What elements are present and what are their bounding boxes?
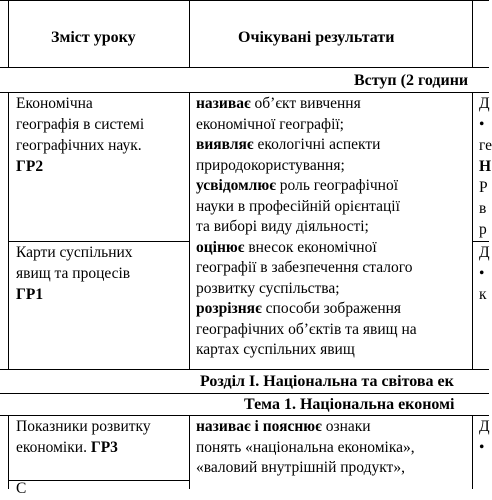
result-verb: називає і пояснює xyxy=(196,418,322,435)
result-text: географії в забезпечення сталого xyxy=(196,259,413,276)
result-verb: розрізняє xyxy=(196,300,262,317)
result-verb: виявляє xyxy=(196,136,254,153)
section-part1: Розділ І. Національна та світова ек xyxy=(200,373,454,390)
result-text: внесок економічної xyxy=(244,238,377,256)
row1-content-line: Економічна xyxy=(16,95,93,112)
right-fragment: р xyxy=(479,221,487,238)
section-intro: Вступ (2 години xyxy=(354,72,469,89)
rule-row3-bottom xyxy=(8,480,189,481)
rule-intro-bottom xyxy=(0,92,489,93)
rule-col-mid-b xyxy=(189,92,190,369)
result-line xyxy=(196,197,400,218)
result-text: природокористування; xyxy=(196,156,345,174)
right-fragment: Р xyxy=(479,179,488,196)
right-fragment: к xyxy=(479,286,487,303)
rule-row2-bottom xyxy=(0,369,489,370)
result-verb: оцінює xyxy=(196,238,245,256)
right-fragment: Д xyxy=(479,244,490,261)
row2-content-line: явищ та процесів xyxy=(16,265,131,282)
row1-content-line: географія в системі xyxy=(16,116,145,133)
result-line xyxy=(196,94,361,115)
result-text: науки в професійній орієнтації xyxy=(196,197,400,215)
right-fragment: • xyxy=(479,116,485,133)
result-line xyxy=(196,299,401,320)
rule-col-right-b xyxy=(472,92,473,369)
rule-row1-bottom xyxy=(8,241,189,242)
row1-content-line: географічних наук. xyxy=(16,137,142,154)
result-text: об’єкт вивчення xyxy=(250,95,361,112)
result-text: способи зображення xyxy=(261,300,402,317)
rule-col-mid-c xyxy=(189,415,190,489)
row2-content-line: Карти суспільних xyxy=(16,244,133,261)
header-content: Зміст уроку xyxy=(51,29,136,46)
result-verb: усвідомлює xyxy=(196,177,276,194)
right-fragment: • xyxy=(479,439,485,456)
right-fragment: ге xyxy=(479,137,492,154)
result-text: економічної географії; xyxy=(196,115,344,133)
row3-content-text: економіки. xyxy=(16,439,91,456)
result-text: «валовий внутрішній продукт», xyxy=(196,459,405,476)
rule-col-left-c xyxy=(8,415,9,489)
row3-content-tail xyxy=(16,438,118,459)
result-line xyxy=(196,135,380,156)
result-line xyxy=(196,176,398,197)
result-line xyxy=(196,340,355,361)
row3-content-line: Показники розвитку xyxy=(16,418,151,435)
result-text: картах суспільних явищ xyxy=(196,341,355,358)
section-topic1: Тема 1. Національна економі xyxy=(244,396,455,413)
rule-part1-bottom xyxy=(0,393,489,394)
result-line xyxy=(196,258,413,279)
rule-top xyxy=(0,0,489,1)
rule-col-left-b xyxy=(8,92,9,369)
result-line xyxy=(196,238,377,259)
right-fragment: Н xyxy=(479,158,492,175)
right-fragment: в xyxy=(479,200,487,217)
rule-header-bottom xyxy=(0,67,489,68)
right-fragment: Д xyxy=(479,418,490,435)
row3-code: ГР3 xyxy=(90,439,118,456)
result-line xyxy=(196,320,417,341)
rule-col-right xyxy=(472,0,473,67)
result-text: екологічні аспекти xyxy=(253,136,381,153)
rule-col-left xyxy=(8,0,9,67)
result-text: роль географічної xyxy=(275,177,399,194)
row1-code: ГР2 xyxy=(16,158,44,175)
rule-col-mid xyxy=(189,0,190,67)
result-text: географічних об’єктів та явищ на xyxy=(196,320,417,338)
result-line xyxy=(196,438,415,459)
result-verb: називає xyxy=(196,95,251,112)
result-line xyxy=(196,115,344,136)
result-line xyxy=(196,279,340,300)
row2-code: ГР1 xyxy=(16,286,44,303)
result-text: ознаки xyxy=(321,418,371,435)
result-text: понять «національна економіка», xyxy=(196,438,415,456)
result-line xyxy=(196,458,405,479)
right-fragment: • xyxy=(479,265,485,282)
row4-fragment: С xyxy=(16,480,27,497)
rule-row1-bottom-right xyxy=(472,241,489,242)
header-results: Очікувані результати xyxy=(238,29,395,46)
result-line xyxy=(196,217,369,238)
result-text: та виборі виду діяльності; xyxy=(196,218,369,235)
result-line xyxy=(196,417,371,438)
right-fragment: Д xyxy=(479,95,490,112)
result-line xyxy=(196,156,345,177)
rule-col-right-c xyxy=(472,415,473,489)
result-text: розвитку суспільства; xyxy=(196,279,340,297)
